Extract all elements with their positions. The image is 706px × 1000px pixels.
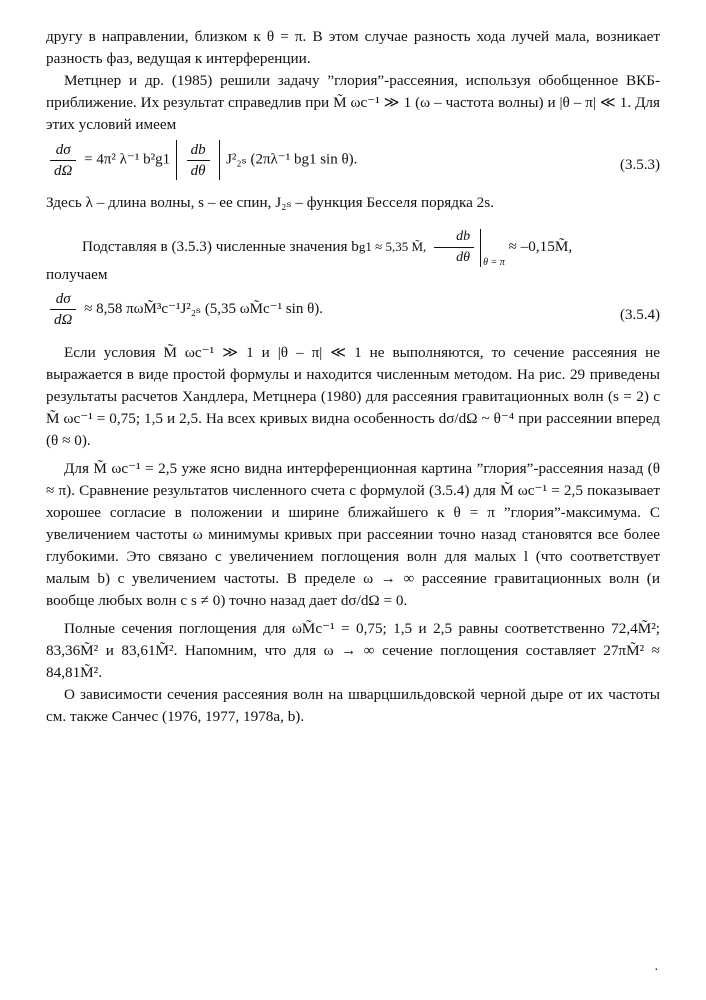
p4-bg1: g1 ≈ 5,35 M̃, [358,238,427,254]
p4-cond: θ = π [483,256,505,268]
eq2-rhs: ≈ 8,58 πωM̃³c⁻¹J²₂ₛ (5,35 ωM̃c⁻¹ sin θ). [84,300,324,317]
p4-before: Подставляя в (3.5.3) численные значения b [82,237,359,255]
paragraph-4 [46,220,660,268]
paragraph-8: Полные сечения поглощения для ωM̃c⁻¹ = 0,75; 1,5 и 2,5 равны соответственно 72,4M̃²; 83,36M̃² и 83,61M̃². Напомним, что для ω → ∞ сечение поглощения составляет 27πM̃² ≈ 84,81M̃². [46,620,660,681]
eq1-frac-denominator: dθ [190,162,206,179]
eq1-lhs-denominator: dΩ [54,162,73,179]
equation-3-5-3 [46,140,660,190]
footer-dot: · [654,963,659,978]
paragraph-3: Здесь λ – длина волны, s – ее спин, J₂ₛ – функция Бесселя порядка 2s. [46,194,494,211]
eq2-number: (3.5.4) [620,307,660,323]
page-text [46,26,660,728]
paragraph-6: Если условия M̃ ωc⁻¹ ≫ 1 и |θ – π| ≪ 1 не выполняются, то сечение рассеяния не выражается в виде простой формулы и находится численным методом. На рис. 29 приведены результаты расчетов Хандлера, Метцнера (1980) для рассеяния гравитационных волн (s = 2) с M̃ ωc⁻¹ = 0,75; 1,5 и 2,5. На всех кривых видна особенность dσ/dΩ ~ θ⁻⁴ при рассеянии вперед (θ ≈ 0). [46,344,660,449]
abs-bar-right [219,140,220,180]
eq1-middle: = 4π² λ⁻¹ b²g1 [84,151,171,168]
eq1-number: (3.5.3) [620,157,660,173]
p4-after: ≈ –0,15M̃, [508,237,573,255]
eq1-rhs: J²₂ₛ (2πλ⁻¹ bg1 sin θ). [226,151,358,168]
paragraph-5: получаем [46,266,108,283]
eq2-lhs-numerator: dσ [50,290,76,310]
paragraph-1: другу в направлении, близком к θ = π. В этом случае разность хода лучей мала, возникает разность фаз, ведущая к интерференции. [46,28,660,67]
eval-bar [480,229,481,267]
eq1-lhs-numerator: dσ [50,141,76,161]
paragraph-9: О зависимости сечения рассеяния волн на шварцшильдовской черной дыре от их частоты см. также Санчес (1976, 1977, 1978a, b). [46,686,660,725]
eq2-lhs-denominator: dΩ [54,312,73,328]
equation-3-5-4 [46,290,660,340]
paragraph-7: Для M̃ ωc⁻¹ = 2,5 уже ясно видна интерференционная картина ”глория”-рассеяния назад (θ ≈ π). Сравнение результатов численного счета с формулой (3.5.4) для M̃ ωc⁻¹ = 2,5 показывает хорошее согласие в положении и ширине ближайшего к θ = π ”глория”-максимума. С увеличением частоты ω минимумы кривых при рассеянии точно назад становятся все более глубокими. Это связано с увеличением поглощения волн для малых l (что соответствует малым b) с увеличением частоты. В пределе ω → ∞ рассеяние гравитационных волн (и вообще любых волн с s ≠ 0) точно назад дает dσ/dΩ = 0. [46,460,660,609]
p4-frac-numerator: db [434,228,474,248]
abs-bar-left [176,140,177,180]
paragraph-2: Метцнер и др. (1985) решили задачу ”глория”-рассеяния, используя обобщенное ВКБ-приближение. Их результат справедлив при M̃ ωc⁻¹ ≫ 1 (ω – частота волны) и |θ – π| ≪ 1. Для этих условий имеем [46,72,660,133]
p4-frac-denominator: dθ [456,250,471,265]
eq1-frac-numerator: db [187,141,210,161]
